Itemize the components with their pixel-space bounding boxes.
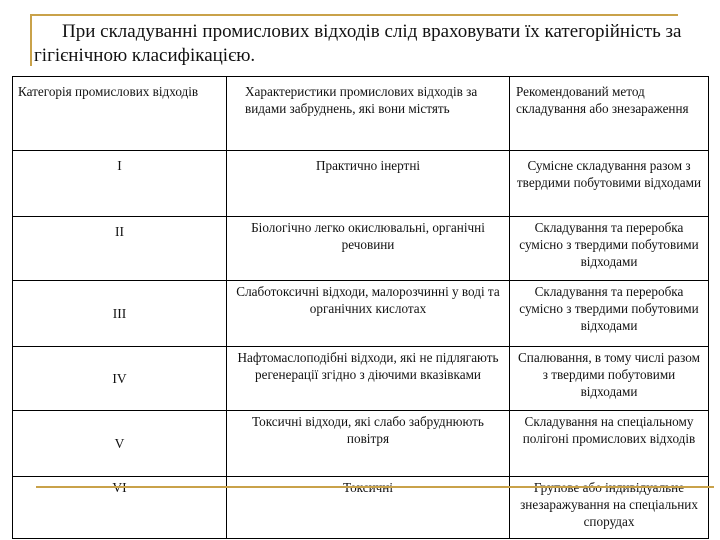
method-cell: Спалювання, в тому числі разом з твердими побутовими відходами [510, 347, 709, 411]
method-cell: Складування та переробка сумісно з твердими побутовими відходами [510, 281, 709, 347]
category-cell: V [13, 411, 227, 477]
table-row [13, 281, 709, 347]
method-cell: Сумісне складування разом з твердими побутовими відходами [510, 151, 709, 217]
method-cell: Складування на спеціальному полігоні промислових відходів [510, 411, 709, 477]
table-row [13, 411, 709, 477]
category-cell: IV [13, 347, 227, 411]
table-row [13, 347, 709, 411]
category-cell: II [13, 217, 227, 281]
table-row [13, 151, 709, 217]
characteristics-cell: Практично інертні [227, 151, 510, 217]
method-cell: знезаражування на спеціальних спорудах [510, 477, 709, 539]
characteristics-cell: Слаботоксичні відходи, малорозчинні у воді та органічних кислотах [227, 281, 510, 347]
decorative-rule-bottom [36, 486, 714, 488]
page-title: При складуванні промислових відходів слід враховувати їх категорійність за гігієнічною класифікацією. [34, 21, 682, 66]
category-cell: I [13, 151, 227, 217]
header-characteristics: Характеристики промислових відходів за видами забруднень, які вони містять [227, 77, 510, 151]
decorative-rule-top [30, 14, 678, 16]
characteristics-cell: Біологічно легко окислювальні, органічні речовини [227, 217, 510, 281]
decorative-rule-left [30, 14, 32, 66]
header-method: Рекомендований метод складування або знезараження [510, 77, 709, 151]
header-category: Категорія промислових відходів [13, 77, 227, 151]
category-cell: III [13, 281, 227, 347]
table-header-row [13, 77, 709, 151]
method-cell: Складування та переробка сумісно з твердими побутовими відходами [510, 217, 709, 281]
table-row [13, 217, 709, 281]
characteristics-cell: Нафтомаслоподібні відходи, які не підлягають регенерації згідно з діючими вказівками [227, 347, 510, 411]
characteristics-cell: Токсичні відходи, які слабо забруднюють повітря [227, 411, 510, 477]
waste-classification-table [12, 76, 709, 539]
